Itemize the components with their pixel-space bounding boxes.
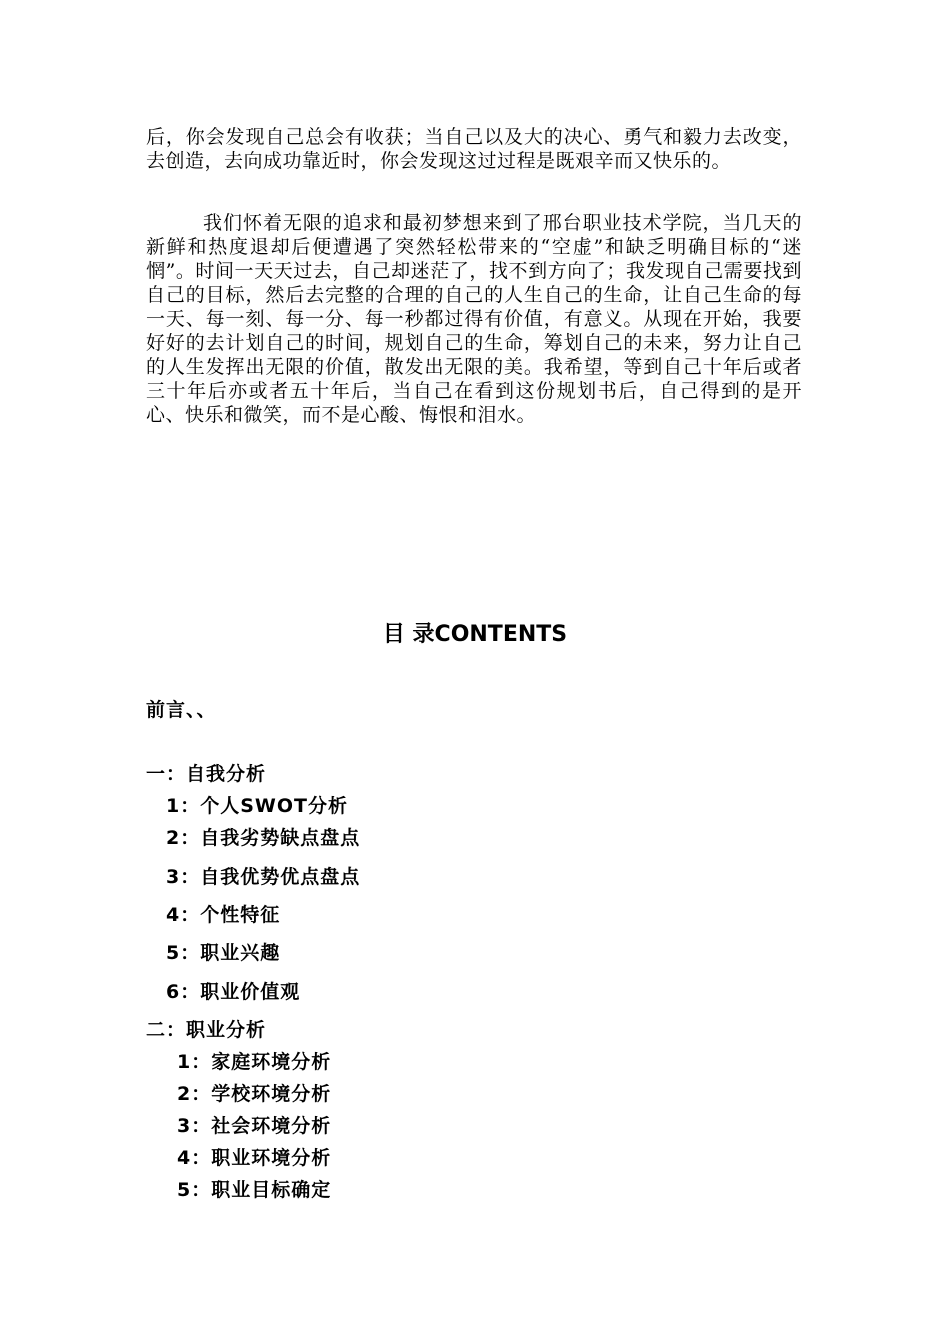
- toc-item: 2：自我劣势缺点盘点: [166, 827, 361, 849]
- toc-title: 目 录CONTENTS: [382, 622, 568, 647]
- toc-item: 3：自我优势优点盘点: [166, 866, 361, 888]
- toc-item: 1：家庭环境分析: [177, 1051, 332, 1073]
- toc-item: 4：职业环境分析: [177, 1147, 332, 1169]
- toc-item: 5：职业目标确定: [177, 1179, 332, 1201]
- toc-item: 6：职业价值观: [166, 981, 301, 1003]
- toc-section-heading-2: 二：职业分析: [146, 1019, 267, 1041]
- toc-item: 1：个人SWOT分析: [166, 795, 348, 817]
- toc-item: 2：学校环境分析: [177, 1083, 332, 1105]
- body-paragraph-1: 后，你会发现自己总会有收获；当自己以及大的决心、勇气和毅力去改变，去创造，去向成功靠近时，你会发现这过过程是既艰辛而又快乐的。: [146, 126, 802, 172]
- toc-section-heading-1: 一：自我分析: [146, 763, 267, 785]
- toc-preface: 前言、、: [146, 699, 217, 721]
- body-paragraph-2: 我们怀着无限的追求和最初梦想来到了邢台职业技术学院，当几天的新鲜和热度退却后便遭遇了突然轻松带来的“空虚”和缺乏明确目标的“迷惘”。时间一天天过去，自己却迷茫了，找不到方向了；我发现自己需要找到自己的目标，然后去完整的合理的自己的人生自己的生命，让自己生命的每一天、每一刻、每一分、每一秒都过得有价值，有意义。从现在开始，我要好好的去计划自己的时间，规划自己的生命，筹划自己的未来，努力让自己的人生发挥出无限的价值，散发出无限的美。我希望，等到自己十年后或者三十年后亦或者五十年后，当自己在看到这份规划书后，自己得到的是开心、快乐和微笑，而不是心酸、悔恨和泪水。: [146, 212, 802, 426]
- toc-item: 4：个性特征: [166, 904, 281, 926]
- toc-item: 5：职业兴趣: [166, 942, 281, 964]
- toc-item: 3：社会环境分析: [177, 1115, 332, 1137]
